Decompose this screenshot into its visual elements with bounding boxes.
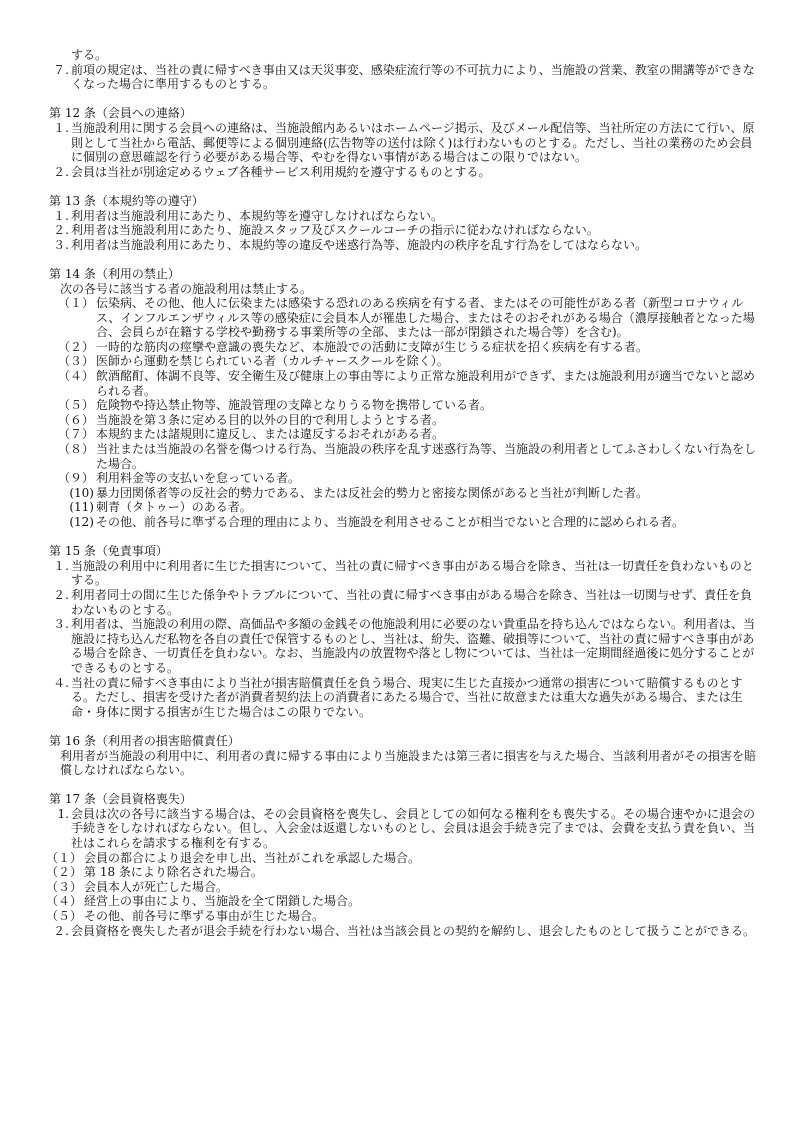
item-text: 当施設の利用中に利用者に生じた損害について、当社の責に帰すべき事由がある場合を除き、当社は一切責任を負わないものとする。 xyxy=(71,558,754,588)
list-item xyxy=(36,909,756,924)
item-text: する。 xyxy=(71,48,108,62)
list-item xyxy=(48,471,756,486)
item-number: ３. xyxy=(53,237,69,252)
item-text: 会員本人が死亡した場合。 xyxy=(84,879,229,894)
list-item xyxy=(48,63,756,92)
item-number: （８） xyxy=(57,442,94,457)
item-number: （１） xyxy=(57,296,94,311)
item-number: （６） xyxy=(57,412,94,427)
list-item xyxy=(48,588,756,617)
item-text: 本規約または諸規則に違反し、または違反するおそれがある者。 xyxy=(96,427,445,442)
item-number: (10) xyxy=(69,485,94,500)
list-item xyxy=(48,500,756,515)
item-number: （３） xyxy=(57,354,94,369)
item-text: 会員資格を喪失した者が退会手続を行わない場合、当社は当該会員との契約を解約し、退会したものとして扱うことができる。 xyxy=(71,923,756,938)
list-item xyxy=(48,48,756,63)
item-number: (12) xyxy=(69,515,94,529)
item-number: （３） xyxy=(45,879,82,894)
list-item xyxy=(48,676,756,720)
list-item xyxy=(48,515,756,530)
item-text: 会員の都合により退会を申し出、当社がこれを承認した場合。 xyxy=(84,850,421,865)
list-item xyxy=(48,209,756,224)
list-item xyxy=(48,924,756,939)
item-number: ７. xyxy=(53,62,69,77)
item-text: 会員は当社が別途定めるウェブ各種サービス利用規約を遵守するものとする。 xyxy=(71,164,491,179)
list-item xyxy=(48,165,756,180)
item-number: ２. xyxy=(53,164,69,179)
item-number: （４） xyxy=(57,369,94,384)
article-heading: 第 16 条（利用者の損害賠償責任） xyxy=(49,733,240,748)
item-text: 危険物や持込禁止物等、施設管理の支障となりうる物を携帯している者。 xyxy=(96,398,493,413)
item-text: 利用者同士の間に生じた係争やトラブルについて、当社の責に帰すべき事由がある場合を除き、当社は一切関与せず、責任を負わないものとする。 xyxy=(71,587,753,617)
item-text: 当施設利用に関する会員への連絡は、当施設館内あるいはホームページ掲示、及びメール配信等、当社所定の方法にて行い、原則として当社から電話、郵便等による個別連絡(広告物等の送付は除く)は行わないものとする。ただし、当社の業務のため会員に個別の意思確認を行う必要がある場合等、やむを得ない事情がある場合はこの限りではない。 xyxy=(71,120,755,165)
item-text: 利用料金等の支払いを怠っている者。 xyxy=(96,471,301,486)
list-item xyxy=(48,486,756,501)
item-text: 当社または当施設の名誉を傷つける行為、当施設の秩序を乱す迷惑行為等、当施設の利用者としてふさわしくない行為をした場合。 xyxy=(96,442,757,471)
item-number: ２. xyxy=(53,923,69,938)
item-text: 利用者は当施設利用にあたり、本規約等の違反や迷惑行為等、施設内の秩序を乱す行為をしてはならない。 xyxy=(71,237,648,252)
item-text: 暴力団関係者等の反社会的勢力である、または反社会的勢力と密接な関係があると当社が判断した者。 xyxy=(96,485,649,500)
item-text: 当社の責に帰すべき事由により当社が損害賠償責任を負う場合、現実に生じた直接かつ通常の損害について賠償するものとする。ただし、損害を受けた者が消費者契約法上の消費者にあたる場合で、当社に故意または重大な過失がある場合、または生命・身体に関する損害が生じた場合はこの限りでない。 xyxy=(71,675,743,719)
item-text: 前項の規定は、当社の責に帰すべき事由又は天災事変、感染症流行等の不可抗力により、当施設の営業、教室の開講等ができなくなった場合に準用するものとする。 xyxy=(71,62,755,92)
item-number: １. xyxy=(53,120,69,135)
list-item xyxy=(48,398,756,413)
item-text: 医師から運動を禁じられている者（カルチャースクールを除く）。 xyxy=(96,354,449,369)
list-item xyxy=(48,617,756,675)
item-text: その他、前各号に準ずる事由が生じた場合。 xyxy=(84,909,325,924)
article-lead: 利用者が当施設の利用中に、利用者の責に帰する事由により当施設または第三者に損害を与えた場合、当該利用者がその損害を賠償しなければならない。 xyxy=(60,748,757,778)
item-number: ２. xyxy=(53,223,69,238)
list-item xyxy=(48,296,756,340)
item-text: 伝染病、その他、他人に伝染または感染する恐れのある疾病を有する者、またはその可能性がある者（新型コロナウィルス、インフルエンザウィルス等の感染症に会員本人が罹患した場合、またはそのおそれがある場合（濃厚接触者となった場合、会員らが在籍する学校や勤務する事業所等の全部、または一部が閉鎖された場合等）を含む)。 xyxy=(96,296,755,340)
item-text: 利用者は当施設利用にあたり、本規約等を遵守しなければならない。 xyxy=(71,208,444,223)
item-text: その他、前各号に準ずる合理的理由により、当施設を利用させることが相当でないと合理的に認められる者。 xyxy=(96,515,685,529)
item-number: （１） xyxy=(45,850,82,865)
list-item xyxy=(48,340,756,355)
list-item xyxy=(48,427,756,442)
item-text: 第 18 条により除名された場合。 xyxy=(84,865,263,880)
item-number: （５） xyxy=(57,398,94,413)
item-text: 刺青（タトゥー）のある者。 xyxy=(96,500,252,515)
item-number: １. xyxy=(53,558,69,573)
list-item xyxy=(36,865,756,880)
item-number: 1. xyxy=(57,806,69,821)
list-item xyxy=(48,238,756,253)
item-number: （４） xyxy=(45,894,82,909)
terms-page xyxy=(45,48,757,938)
list-item xyxy=(48,354,756,369)
article-heading: 第 13 条（本規約等の遵守） xyxy=(49,193,204,208)
item-number: (11) xyxy=(69,500,94,515)
item-text: 経営上の事由により、当施設を全て閉鎖した場合。 xyxy=(84,894,361,909)
list-item xyxy=(48,369,756,398)
list-item xyxy=(48,807,756,851)
item-number: １. xyxy=(53,208,69,223)
article-heading: 第 15 条（免責事項） xyxy=(49,544,168,559)
item-number: （２） xyxy=(57,339,94,354)
item-text: 会員は次の各号に該当する場合は、その会員資格を喪失し、会員としての如何なる権利をも喪失する。その場合速やかに退会の手続きをしなければならない。但し、入会金は返還しないものとし、会員は退会手続き完了までは、会費を支払う責を負い、当社はこれらを請求する権利を有する。 xyxy=(71,806,756,851)
list-item xyxy=(36,894,756,909)
item-text: 当施設を第３条に定める目的以外の目的で利用しようとする者。 xyxy=(96,412,445,427)
list-item xyxy=(48,413,756,428)
list-item xyxy=(48,121,756,165)
item-text: 飲酒酩酊、体調不良等、安全衛生及び健康上の事由等により正常な施設利用ができず、または施設利用が適当でないと認められる者。 xyxy=(96,369,756,398)
list-item xyxy=(48,559,756,588)
list-item xyxy=(36,851,756,866)
item-number: （５） xyxy=(45,909,82,924)
article-heading: 第 17 条（会員資格喪失） xyxy=(49,792,192,807)
item-number: ４. xyxy=(53,675,69,690)
item-text: 利用者は当施設利用にあたり、施設スタッフ及びスクールコーチの指示に従わなければならない。 xyxy=(71,223,599,238)
article-lead: 次の各号に該当する者の施設利用は禁止する。 xyxy=(60,281,313,296)
list-item xyxy=(36,880,756,895)
item-number: （７） xyxy=(57,427,94,442)
item-number: （９） xyxy=(57,471,94,486)
item-number: （２） xyxy=(45,865,82,880)
list-item xyxy=(48,223,756,238)
article-heading: 第 12 条（会員への連絡） xyxy=(49,106,192,121)
item-number: ２. xyxy=(53,587,69,602)
list-item xyxy=(48,442,756,471)
article-heading: 第 14 条（利用の禁止） xyxy=(49,266,180,281)
item-text: 利用者は、当施設の利用の際、高価品や多額の金銭その他施設利用に必要のない貴重品を持ち込んではならない。利用者は、当施設に持ち込んだ私物を各自の責任で保管するものとし、当社は、紛失、盗難、破損等について、当社の責に帰すべき事由がある場合を除き、一切責任を負わない。なお、当施設内の放置物や落とし物については、当社は一定期間経過後に処分することができるものとする。 xyxy=(71,617,756,675)
item-number: ３. xyxy=(53,617,69,632)
item-text: 一時的な筋肉の痙攣や意識の喪失など、本施設での活動に支障が生じうる症状を招く疾病を有する者。 xyxy=(96,339,649,354)
